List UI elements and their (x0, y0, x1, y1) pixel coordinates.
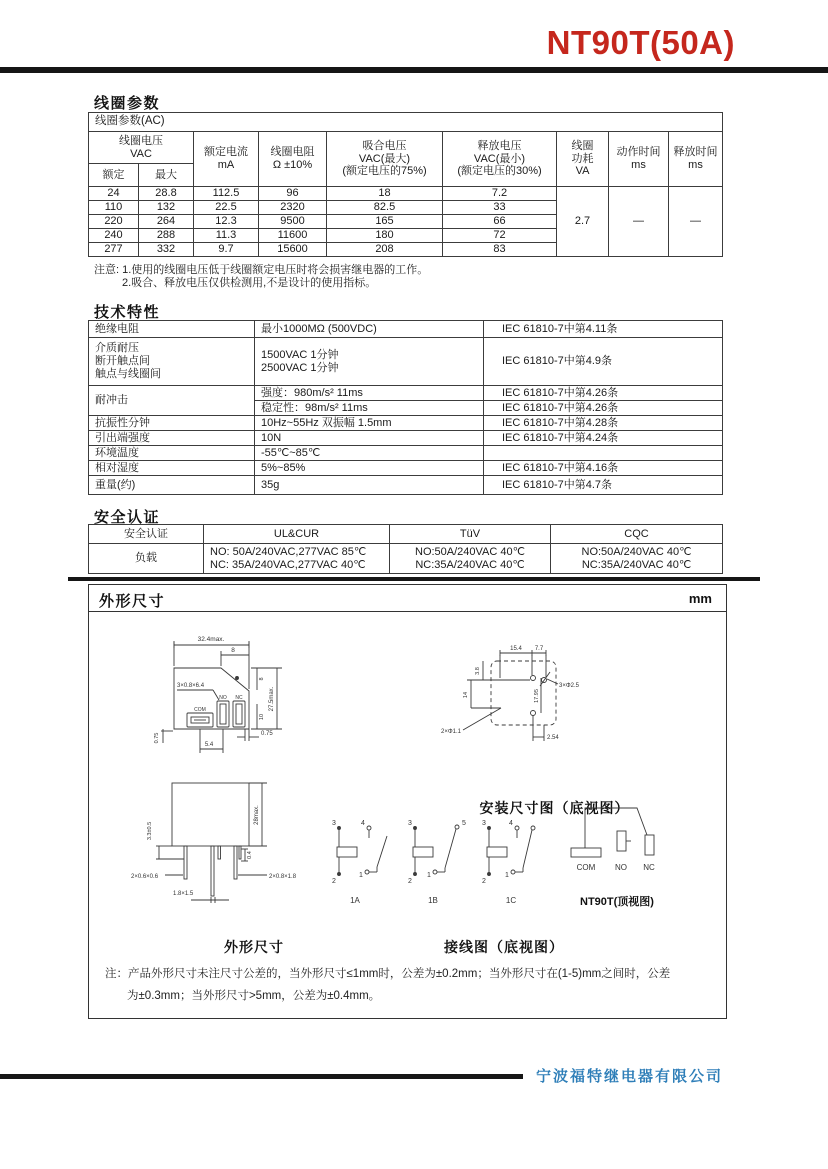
wiring-group-1b-label: 1B (428, 896, 438, 905)
dim-14-label: 14 (463, 691, 469, 699)
outline-heading: 外形尺寸 (99, 593, 166, 610)
coil-header-resistance-line2: Ω ±10% (272, 159, 313, 171)
footer-company: 宁波福特继电器有限公司 (536, 1068, 724, 1085)
dim-height-label: 27.5max. (269, 686, 275, 712)
dim-33-label: 3.3±0.5 (147, 821, 153, 841)
cell: 66 (443, 214, 557, 228)
coil-header-operate-line1: 动作时间 (616, 146, 661, 159)
terminal-nc-label: NC (235, 695, 243, 701)
wiring-diagram (323, 811, 553, 926)
pin2-label: 2 (408, 878, 412, 885)
dim-width-label: 32.4max. (197, 636, 225, 643)
mounting-drawing (437, 633, 672, 798)
safety-ul-no: NO: 50A/240VAC,277VAC 85℃ (210, 545, 367, 558)
slot-dim-label: 3×0.8×6.4 (177, 683, 205, 689)
pin3-label: 3 (482, 820, 486, 827)
coil-header-release-line2: ms (688, 159, 703, 171)
coil-header-pickup (327, 132, 443, 187)
cell: 9.7 (194, 242, 259, 256)
tech-label: 环境温度 (89, 446, 255, 461)
dim-075r-label: 0.75 (261, 731, 273, 737)
coil-row (89, 187, 723, 201)
side-view-caption: 外形尺寸 (224, 939, 284, 955)
tech-standard: IEC 61810-7中第4.26条 (484, 386, 723, 401)
tech-label: 绝缘电阻 (89, 321, 255, 338)
topview-caption: NT90T(顶视图) (580, 896, 654, 908)
safety-cqc-cell (551, 544, 723, 574)
cell: 12.3 (194, 214, 259, 228)
dim-54-label: 5.4 (204, 742, 214, 748)
page-title: NT90T(50A) (546, 24, 735, 61)
coil-note-2: 2.吸合、释放电压仅供检测用,不是设计的使用指标。 (122, 277, 377, 289)
dim-77-label: 7.7 (534, 646, 544, 652)
safety-cqc-nc: NC:35A/240VAC 40℃ (581, 558, 692, 571)
topview-diagram (557, 793, 717, 903)
cell: 112.5 (194, 187, 259, 201)
footer-rule (0, 1074, 523, 1079)
tech-row (89, 461, 723, 476)
pin2-label: 2 (482, 878, 486, 885)
coil-header-resistance (259, 132, 327, 187)
coil-header-pickup-line1: 吸合电压 (362, 139, 407, 152)
safety-section-heading: 安全认证 (94, 509, 161, 526)
tech-standard: IEC 61810-7中第4.24条 (484, 431, 723, 446)
terminal-com-label: COM (194, 707, 206, 713)
coil-header-power-line3: VA (575, 165, 590, 178)
coil-header-operate-line2: ms (631, 159, 646, 171)
coil-header-dropout-line1: 释放电压 (477, 139, 522, 152)
coil-power-cell: 2.7 (557, 187, 609, 257)
cell: 18 (327, 187, 443, 201)
coil-release-cell: — (669, 187, 723, 257)
outline-unit: mm (688, 591, 712, 606)
coil-header-current-line1: 额定电流 (204, 146, 248, 159)
dim-04-label: 0.4 (247, 851, 253, 859)
safety-load-label: 负载 (89, 544, 204, 574)
cell: 33 (443, 200, 557, 214)
coil-header-dropout-line2: VAC(最小) (473, 152, 526, 165)
coil-header-current-line2: mA (217, 159, 235, 171)
dim-8-label: 8 (231, 647, 235, 654)
wiring-caption: 接线图（底视图） (444, 939, 564, 955)
holes-2-label: 2×Φ1.1 (441, 729, 461, 735)
coil-header-rated: 额定 (89, 164, 139, 187)
header-rule (0, 67, 828, 73)
tech-value: 强度：980m/s² 11ms (255, 386, 484, 401)
pin-dim-2-label: 1.8×1.5 (173, 891, 194, 897)
tech-value: 5%~85% (255, 461, 484, 476)
wiring-group-1a-label: 1A (350, 896, 360, 905)
tech-value-line1: 1500VAC 1分钟 (261, 348, 339, 361)
coil-header-release-line1: 释放时间 (673, 146, 718, 159)
coil-operate-cell: — (609, 187, 669, 257)
tech-standard: IEC 61810-7中第4.26条 (484, 401, 723, 416)
coil-note-1: 注意: 1.使用的线圈电压低于线圈额定电压时将会损害继电器的工作。 (94, 264, 429, 276)
pin2-label: 2 (332, 878, 336, 885)
coil-header-power (557, 132, 609, 187)
tech-row (89, 476, 723, 495)
pin3-label: 3 (408, 820, 412, 827)
tech-label-line2: 断开触点间 (95, 355, 150, 368)
tech-value: 35g (255, 476, 484, 495)
coil-header-max: 最大 (139, 164, 194, 187)
tech-label: 相对湿度 (89, 461, 255, 476)
cell: 7.2 (443, 187, 557, 201)
cell: 96 (259, 187, 327, 201)
tech-standard: IEC 61810-7中第4.28条 (484, 416, 723, 431)
holes-3-label: 3×Φ2.5 (559, 683, 579, 689)
safety-table (88, 524, 723, 574)
cell: 72 (443, 228, 557, 242)
dim-154-label: 15.4 (510, 646, 522, 652)
tech-value: -55℃~85℃ (255, 446, 484, 461)
coil-header-power-line1: 线圈 (571, 139, 594, 152)
cell: 11.3 (194, 228, 259, 242)
tech-row (89, 321, 723, 338)
coil-header-voltage (89, 132, 194, 164)
topview-nc-label: NC (643, 863, 655, 872)
cell: 180 (327, 228, 443, 242)
cell: 264 (139, 214, 194, 228)
pin-dim-3-label: 2×0.8×1.8 (269, 874, 297, 880)
mounting-caption: 安装尺寸图（底视图） (479, 800, 630, 816)
cell: 2320 (259, 200, 327, 214)
dim-075l-label: 0.75 (154, 732, 160, 744)
safety-ul-cell (204, 544, 390, 574)
safety-tuv-nc: NC:35A/240VAC 40℃ (415, 558, 525, 571)
relay-body (172, 783, 249, 846)
safety-header-tuv: TüV (390, 525, 551, 544)
coil-header-dropout (443, 132, 557, 187)
safety-row (89, 544, 723, 574)
cell: 288 (139, 228, 194, 242)
cell: 22.5 (194, 200, 259, 214)
cell: 9500 (259, 214, 327, 228)
pin1-label: 1 (359, 872, 363, 879)
cell: 208 (327, 242, 443, 256)
tech-standard: IEC 61810-7中第4.11条 (484, 321, 723, 338)
coil-section-heading: 线圈参数 (94, 95, 161, 112)
tech-row (89, 386, 723, 401)
terminal-no-label: NO (219, 695, 227, 701)
topview-no-label: NO (615, 863, 627, 872)
cell: 220 (89, 214, 139, 228)
cell: 110 (89, 200, 139, 214)
coil-header-release (669, 132, 723, 187)
pin-dim-1-label: 2×0.6×0.6 (131, 874, 159, 880)
outline-note-2: 为±0.3mm；当外形尺寸>5mm，公差为±0.4mm。 (127, 990, 381, 1002)
tech-standard: IEC 61810-7中第4.16条 (484, 461, 723, 476)
topview-com-label: COM (576, 863, 596, 872)
tech-label-line3: 触点与线圈间 (95, 367, 161, 380)
tech-value: 10N (255, 431, 484, 446)
tech-label (89, 338, 255, 386)
cell: 11600 (259, 228, 327, 242)
pin4-label: 4 (509, 820, 513, 827)
outline-top-rule (68, 577, 760, 581)
tech-label: 重量(约) (89, 476, 255, 495)
dim-10-label: 10 (259, 713, 265, 721)
outline-box (88, 584, 727, 1019)
tech-standard: IEC 61810-7中第4.7条 (484, 476, 723, 495)
tech-value: 稳定性：98m/s² 11ms (255, 401, 484, 416)
cell: 165 (327, 214, 443, 228)
coil-header-pickup-line2: VAC(最大) (358, 152, 411, 165)
coil-header-dropout-line3: (额定电压的30%) (457, 165, 542, 178)
tech-row (89, 338, 723, 386)
coil-header-pickup-line3: (额定电压的75%) (342, 165, 427, 178)
safety-header-cert: 安全认证 (89, 525, 204, 544)
tech-label: 耐冲击 (89, 386, 255, 416)
tech-label: 抗振性分钟 (89, 416, 255, 431)
cell: 83 (443, 242, 557, 256)
tech-standard (484, 446, 723, 461)
tech-label-line1: 介质耐压 (95, 342, 139, 355)
safety-ul-nc: NC: 35A/240VAC,277VAC 40℃ (210, 558, 366, 571)
pin5-label: 5 (462, 820, 466, 827)
dim-254-label: 2.54 (547, 735, 559, 741)
tech-row (89, 416, 723, 431)
pin1-label: 1 (427, 872, 431, 879)
coil-header-operate (609, 132, 669, 187)
cell: 132 (139, 200, 194, 214)
tech-value-line2: 2500VAC 1分钟 (261, 361, 339, 374)
tech-row (89, 431, 723, 446)
pin4-label: 4 (361, 820, 365, 827)
dim-1795-label: 17.95 (534, 689, 540, 703)
safety-header-ul: UL&CUR (204, 525, 390, 544)
cell: 332 (139, 242, 194, 256)
coil-table (88, 112, 723, 257)
wiring-group-1c-label: 1C (505, 896, 517, 905)
outline-note-1: 注：产品外形尺寸未注尺寸公差的，当外形尺寸≤1mm时，公差为±0.2mm；当外形尺寸在(1-5)mm之间时，公差 (105, 968, 671, 980)
pin3-label: 3 (332, 820, 336, 827)
safety-tuv-no: NO:50A/240VAC 40℃ (415, 545, 525, 558)
tech-value: 10Hz~55Hz 双振幅 1.5mm (255, 416, 484, 431)
tech-label: 引出端强度 (89, 431, 255, 446)
coil-header-resistance-line1: 线圈电阻 (270, 146, 315, 159)
tech-standard: IEC 61810-7中第4.9条 (484, 338, 723, 386)
cell: 28.8 (139, 187, 194, 201)
safety-tuv-cell (390, 544, 551, 574)
bottom-view-drawing (149, 631, 459, 786)
cell: 82.5 (327, 200, 443, 214)
tech-row (89, 446, 723, 461)
cell: 240 (89, 228, 139, 242)
tech-section-heading: 技术特性 (94, 304, 161, 321)
tech-value: 最小1000MΩ (500VDC) (255, 321, 484, 338)
safety-cqc-no: NO:50A/240VAC 40℃ (581, 545, 692, 558)
safety-header-cqc: CQC (551, 525, 723, 544)
dim-28-label: 28max. (254, 805, 260, 825)
tech-table (88, 320, 723, 495)
coil-header-current (194, 132, 259, 187)
cell: 277 (89, 242, 139, 256)
tech-value (255, 338, 484, 386)
safety-header-row (89, 525, 723, 544)
outline-box-header (89, 585, 726, 612)
dim-8b-label: 8 (259, 677, 265, 681)
pin1-label: 1 (505, 872, 509, 879)
coil-header-power-line2: 功耗 (571, 152, 594, 165)
cell: 15600 (259, 242, 327, 256)
cell: 24 (89, 187, 139, 201)
coil-header-voltage-line2: VAC (130, 147, 152, 160)
coil-header-voltage-line1: 线圈电压 (119, 134, 163, 147)
coil-table-title: 线圈参数(AC) (89, 113, 723, 132)
dim-38-label: 3.8 (475, 667, 481, 675)
